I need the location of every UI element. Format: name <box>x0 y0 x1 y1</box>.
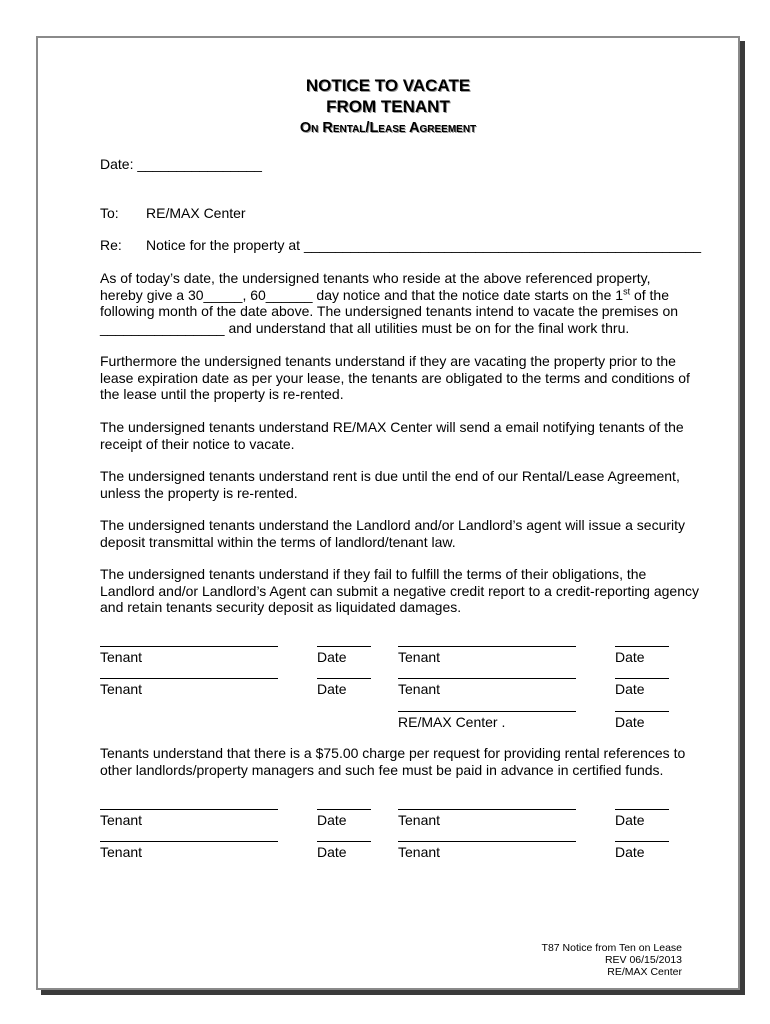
tenant-label: Tenant <box>398 812 441 828</box>
signature-line[interactable] <box>398 646 576 647</box>
notice-line-2-text: hereby give a 30_____, 60______ day notice and that the notice date starts on the 1 <box>100 286 624 303</box>
obligation-paragraph: Furthermore the undersigned tenants understand if they are vacating the property prior to the lease expiration date as per your lease, the tenants are obligated to the terms and conditions of the lease until the property is re-rented. <box>100 353 690 402</box>
superscript-st: st <box>623 285 631 296</box>
notice-line-2-end: of the <box>630 286 669 303</box>
notice-line-2 <box>100 287 700 304</box>
date-line[interactable] <box>615 711 669 712</box>
form-revision: REV 06/15/2013 <box>604 954 682 966</box>
signature-line[interactable] <box>100 841 278 842</box>
signature-line[interactable] <box>398 711 576 712</box>
to-label: To: <box>100 205 119 221</box>
date-label: Date <box>317 649 347 665</box>
form-code: T87 Notice from Ten on Lease <box>541 942 682 954</box>
email-notice-paragraph: The undersigned tenants understand RE/MAX Center will send a email notifying tenants of the receipt of their notice to vacate. <box>100 419 684 452</box>
form-footer <box>542 942 682 978</box>
date-label: Date <box>615 844 645 860</box>
date-label: Date <box>615 681 645 697</box>
property-address-blank[interactable]: ___________________________________________________ <box>303 237 702 253</box>
document-title: NOTICE TO VACATE <box>305 76 471 95</box>
credit-report-paragraph: The undersigned tenants understand if they fail to fulfill the terms of their obligations, the Landlord and/or Landlord’s Agent can submit a negative credit report to a credit-reporting agency and retain tenants security deposit as liquidated damages. <box>100 566 699 615</box>
re-label: Re: <box>100 237 122 253</box>
tenant-label: Tenant <box>398 649 441 665</box>
date-line[interactable] <box>615 841 669 842</box>
rent-due-paragraph: The undersigned tenants understand rent is due until the end of our Rental/Lease Agreement, unless the property is re-rented. <box>100 468 680 501</box>
document-subtitle: On Rental/Lease Agreement <box>299 120 477 136</box>
tenant-label: Tenant <box>100 649 143 665</box>
notice-line-1: As of today’s date, the undersigned tenants who reside at the above referenced property, <box>100 270 651 286</box>
date-label: Date: <box>100 156 134 172</box>
date-line[interactable] <box>317 809 371 810</box>
date-line[interactable] <box>615 678 669 679</box>
remax-label: RE/MAX Center . <box>398 714 506 730</box>
tenant-label: Tenant <box>398 681 441 697</box>
notice-paragraph <box>100 270 700 336</box>
tenant-label: Tenant <box>100 681 143 697</box>
document-title-line2: FROM TENANT <box>326 97 450 116</box>
date-line[interactable] <box>317 646 371 647</box>
to-value: RE/MAX Center <box>146 205 246 221</box>
date-label: Date <box>615 649 645 665</box>
form-company: RE/MAX Center <box>607 966 682 978</box>
notice-line-4: ________________ and understand that all utilities must be on for the final work thru. <box>100 319 630 336</box>
signature-line[interactable] <box>398 678 576 679</box>
signature-line[interactable] <box>100 809 278 810</box>
date-line[interactable] <box>317 678 371 679</box>
date-label: Date <box>317 812 347 828</box>
date-blank[interactable]: ________________ <box>137 156 262 172</box>
date-label: Date <box>615 812 645 828</box>
date-label: Date <box>317 844 347 860</box>
tenant-label: Tenant <box>100 844 143 860</box>
signature-line[interactable] <box>100 678 278 679</box>
date-label: Date <box>317 681 347 697</box>
notice-line-3: following month of the date above. The undersigned tenants intend to vacate the premises on <box>100 303 679 319</box>
security-deposit-paragraph: The undersigned tenants understand the Landlord and/or Landlord’s agent will issue a security deposit transmittal within the terms of landlord/tenant law. <box>100 517 686 550</box>
re-field[interactable] <box>146 237 701 254</box>
signature-line[interactable] <box>398 841 576 842</box>
date-label: Date <box>615 714 645 730</box>
signature-line[interactable] <box>398 809 576 810</box>
date-line[interactable] <box>317 841 371 842</box>
signature-line[interactable] <box>100 646 278 647</box>
date-field[interactable] <box>100 156 262 173</box>
date-line[interactable] <box>615 809 669 810</box>
tenant-label: Tenant <box>398 844 441 860</box>
reference-fee-paragraph: Tenants understand that there is a $75.00 charge per request for providing rental references to other landlords/property managers and such fee must be paid in advance in certified funds. <box>100 745 686 778</box>
tenant-label: Tenant <box>100 812 143 828</box>
date-line[interactable] <box>615 646 669 647</box>
document-page <box>36 36 740 990</box>
re-value: Notice for the property at <box>146 237 301 253</box>
